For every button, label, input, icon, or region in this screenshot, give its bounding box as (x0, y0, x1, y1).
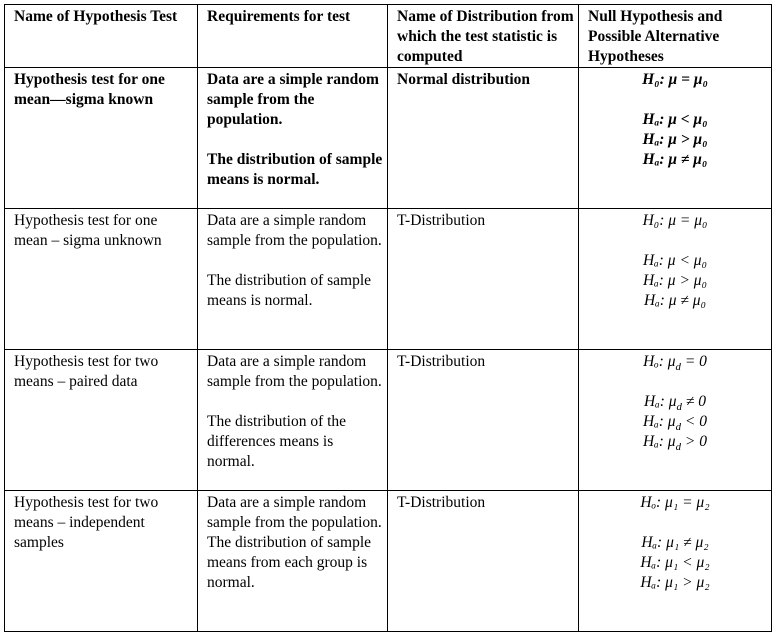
requirement-distribution: The distribution of the differences means is normal. (207, 413, 347, 470)
distribution-cell: Normal distribution (388, 68, 579, 209)
hypotheses-cell (579, 350, 772, 491)
table-header-row (5, 5, 772, 68)
distribution-cell: T-Distribution (388, 491, 579, 632)
header-hypotheses: Null Hypothesis and Possible Alternative Hypotheses (579, 5, 772, 68)
requirement-distribution: The distribution of sample means is normal. (207, 151, 383, 188)
requirement-sample: Data are a simple random sample from the population. (207, 494, 382, 531)
requirements-cell (198, 350, 388, 491)
alt-hypothesis: Hₐ: μ ≠ μ₀ (644, 292, 706, 309)
requirements-cell (198, 68, 388, 209)
alt-hypothesis: Hₐ: μ₁ > μ₂ (640, 574, 710, 591)
test-name-cell: Hypothesis test for one mean – sigma unknown (5, 209, 198, 350)
null-hypothesis: H₀: μ = μ₀ (642, 71, 708, 88)
alt-hypothesis: Hₐ: μ < μ₀ (643, 252, 707, 269)
alt-hypothesis: Hₐ: μ > μ₀ (643, 272, 707, 289)
hypotheses-cell (579, 209, 772, 350)
header-requirements: Requirements for test (198, 5, 388, 68)
requirement-sample: Data are a simple random sample from the population. (207, 212, 382, 249)
requirement-sample: Data are a simple random sample from the population. (207, 71, 379, 128)
header-test-name: Name of Hypothesis Test (5, 5, 198, 68)
test-name-cell: Hypothesis test for two means – independent samples (5, 491, 198, 632)
alt-hypothesis: Hₐ: μ > μ₀ (642, 131, 708, 148)
alt-hypothesis: Hₐ: $\mu_d \ne 0$ (644, 393, 706, 414)
requirement-sample: Data are a simple random sample from the population. (207, 353, 382, 390)
alt-hypothesis: Hₐ: μ₁ < μ₂ (640, 554, 710, 571)
hypothesis-test-table (4, 4, 772, 632)
table-row (5, 68, 772, 209)
alt-hypothesis: Hₐ: $\mu_d < 0$ (643, 413, 707, 434)
distribution-cell: T-Distribution (388, 350, 579, 491)
test-name-cell: Hypothesis test for two means – paired data (5, 350, 198, 491)
table-row (5, 209, 772, 350)
distribution-cell: T-Distribution (388, 209, 579, 350)
requirement-distribution: The distribution of sample means is normal. (207, 272, 372, 309)
null-hypothesis: Hₒ: $\mu_d = 0$ (643, 353, 707, 374)
alt-hypothesis: Hₐ: μ < μ₀ (642, 111, 708, 128)
requirements-cell (198, 209, 388, 350)
test-name-cell: Hypothesis test for one mean—sigma known (5, 68, 198, 209)
hypotheses-cell (579, 491, 772, 632)
requirement-distribution: The distribution of sample means from each group is normal. (207, 534, 372, 591)
null-hypothesis: Hₒ: μ₁ = μ₂ (640, 494, 710, 511)
alt-hypothesis: Hₐ: μ₁ ≠ μ₂ (641, 534, 709, 551)
header-distribution: Name of Distribution from which the test statistic is computed (388, 5, 579, 68)
table-row (5, 350, 772, 491)
table-row (5, 491, 772, 632)
requirements-cell (198, 491, 388, 632)
alt-hypothesis: Hₐ: $\mu_d > 0$ (643, 433, 707, 454)
null-hypothesis: H₀: μ = μ₀ (642, 212, 708, 229)
alt-hypothesis: Hₐ: μ ≠ μ₀ (642, 151, 708, 168)
hypotheses-cell (579, 68, 772, 209)
